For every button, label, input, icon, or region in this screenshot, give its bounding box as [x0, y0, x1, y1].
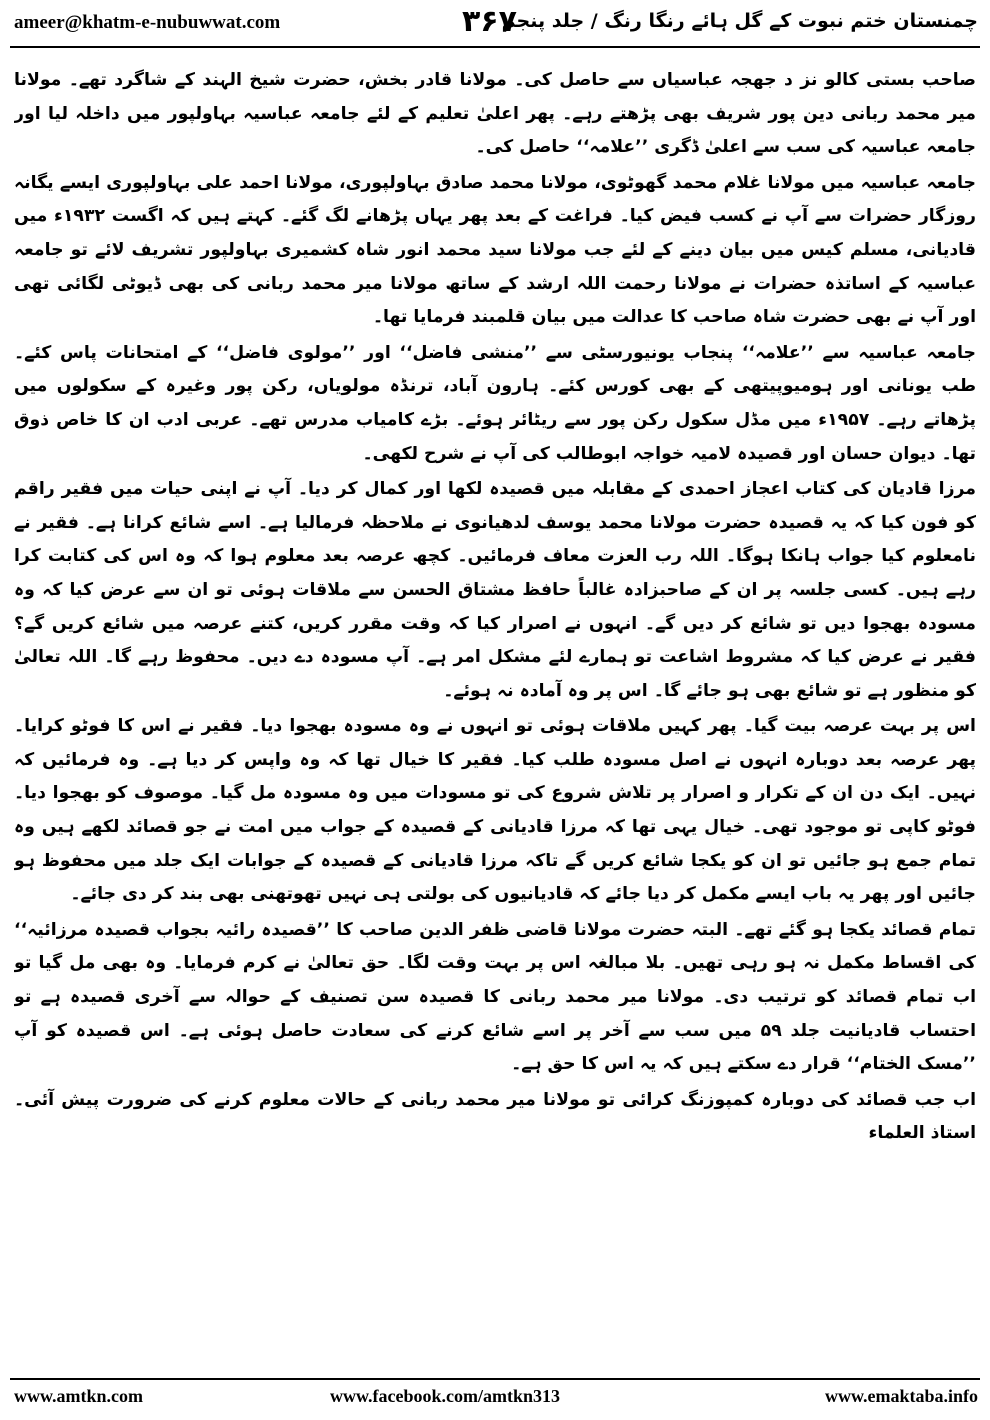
paragraph: اب جب قصائد کی دوبارہ کمپوزنگ کرائی تو مولانا میر محمد ربانی کے حالات معلوم کرنے کی ضرورت پیش آئی۔ استاذ العلماء	[14, 1089, 976, 1144]
header-divider	[10, 46, 980, 48]
paragraph: جامعہ عباسیہ میں مولانا غلام محمد گھوٹوی، مولانا محمد صادق بہاولپوری، مولانا احمد علی بہاولپوری ایسے یگانہ روزگار حضرات سے آپ نے کسب فیض کیا۔ فراغت کے بعد پھر یہاں پڑھانے لگ گئے۔ کہتے ہیں کہ اگست ۱۹۳۲ء میں قادیانی، مسلم کیس میں بیان دینے کے لئے جب مولانا سید محمد انور شاہ کشمیری بہاولپور تشریف لائے تو جامعہ عباسیہ کے اساتذہ حضرات نے مولانا رحمت اللہ ارشد کے ساتھ مولانا میر محمد ربانی کی بھی ڈیوٹی لگائی تھی اور آپ نے بھی حضرت شاہ صاحب کا عدالت میں بیان قلمبند فرمایا تھا۔	[14, 172, 976, 328]
header-email[interactable]: ameer@khatm-e-nubuwwat.com	[14, 12, 281, 33]
paragraph: اس پر بہت عرصہ بیت گیا۔ پھر کہیں ملاقات ہوئی تو انہوں نے وہ مسودہ بھجوا دیا۔ فقیر نے اس کا فوٹو کرایا۔ پھر عرصہ بعد دوبارہ انہوں نے اصل مسودہ طلب کیا۔ فقیر کا خیال تھا کہ وہ واپس کر دیا ہے۔ وہ فرمائیں کہ نہیں۔ ایک دن ان کے تکرار و اصرار پر تلاش شروع کی تو مسودات میں وہ مسودہ مل گیا۔ موصوف کو بھجوا دیا۔ فوٹو کاپی تو موجود تھی۔ خیال یہی تھا کہ مرزا قادیانی کے قصیدہ کے جواب میں امت نے جو قصائد لکھے ہیں وہ تمام جمع ہو جائیں تو ان کو یکجا شائع کریں گے تاکہ مرزا قادیانی کے قصیدہ کے جوابات ایک جلد میں محفوظ ہو جائیں اور پھر یہ باب ایسے مکمل کر دیا جائے کہ قادیانیوں کی بولتی ہی نہیں تھوتھنی بھی بند کر دی جائے۔	[14, 716, 976, 905]
book-title: چمنستان ختم نبوت کے گل ہائے رنگا رنگ / جلد پنجم	[501, 10, 978, 32]
footer-link-facebook[interactable]: www.facebook.com/amtkn313	[330, 1386, 560, 1406]
footer-link-amtkn[interactable]: www.amtkn.com	[14, 1386, 143, 1406]
page-number: ۳۶۷	[462, 4, 517, 39]
footer-divider	[10, 1378, 980, 1380]
page-footer	[0, 1378, 990, 1420]
paragraph: صاحب بستی کالو نز د جھجہ عباسیاں سے حاصل کی۔ مولانا قادر بخش، حضرت شیخ الہند کے شاگرد تھے۔ مولانا میر محمد ربانی دین پور شریف بھی پڑھتے رہے۔ پھر اعلیٰ تعلیم کے لئے جامعہ عباسیہ بہاولپور میں داخلہ لیا اور جامعہ عباسیہ کی سب سے اعلیٰ ڈگری ’’علامہ‘‘ حاصل کی۔	[14, 70, 976, 158]
page-body	[14, 64, 976, 1372]
page-header	[0, 0, 990, 46]
footer-link-emaktaba[interactable]: www.emaktaba.info	[824, 1386, 978, 1406]
paragraph: جامعہ عباسیہ سے ’’علامہ‘‘ پنجاب یونیورسٹی سے ’’منشی فاضل‘‘ اور ’’مولوی فاضل‘‘ کے امتحانات پاس کئے۔ طب یونانی اور ہومیوپیتھی کے بھی کورس کئے۔ ہارون آباد، ترنڈہ مولویاں، رکن پور وغیرہ کے سکولوں میں پڑھاتے رہے۔ ۱۹۵۷ء میں مڈل سکول رکن پور سے ریٹائر ہوئے۔ بڑے کامیاب مدرس تھے۔ عربی ادب ان کا خاص ذوق تھا۔ دیوان حسان اور قصیدہ لامیہ خواجہ ابوطالب کی آپ نے شرح لکھی۔	[14, 342, 976, 464]
paragraph: تمام قصائد یکجا ہو گئے تھے۔ البتہ حضرت مولانا قاضی ظفر الدین صاحب کا ’’قصیدہ رائیہ بجواب قصیدہ مرزائیہ‘‘ کی اقساط مکمل نہ ہو رہی تھیں۔ بلا مبالغہ اس پر بہت وقت لگا۔ حق تعالیٰ نے کرم فرمایا۔ وہ بھی مل گیا تو اب تمام قصائد کو ترتیب دی۔ مولانا میر محمد ربانی کا قصیدہ سن تصنیف کے حوالہ سے آخری قصیدہ ہے تو احتساب قادیانیت جلد ۵۹ میں سب سے آخر پر اسے شائع کرنے کی سعادت حاصل ہوئی ہے۔ اس قصیدہ کو آپ ’’مسک الختام‘‘ قرار دے سکتے ہیں کہ یہ اس کا حق ہے۔	[14, 919, 976, 1075]
paragraph: مرزا قادیان کی کتاب اعجاز احمدی کے مقابلہ میں قصیدہ لکھا اور کمال کر دیا۔ آپ نے اپنی حیات میں فقیر راقم کو فون کیا کہ یہ قصیدہ حضرت مولانا محمد یوسف لدھیانوی نے ملاحظہ فرمالیا ہے۔ اسے شائع کرانا ہے۔ فقیر نے نامعلوم کیا جواب ہانکا ہوگا۔ اللہ رب العزت معاف فرمائیں۔ کچھ عرصہ بعد معلوم ہوا کہ وہ اس کی کتابت کرا رہے ہیں۔ کسی جلسہ پر ان کے صاحبزادہ غالباً حافظ مشتاق الحسن سے ملاقات ہوئی تو ان سے عرض کیا کہ وہ مسودہ بھجوا دیں تو شائع کر دیں گے۔ انہوں نے اصرار کیا کہ وقت مقرر کریں، کتنے عرصہ میں شائع کریں گے؟ فقیر نے عرض کیا کہ مشروط اشاعت تو ہمارے لئے مشکل امر ہے۔ آپ مسودہ دے دیں۔ محفوظ رہے گا۔ اللہ تعالیٰ کو منظور ہے تو شائع بھی ہو جائے گا۔ اس پر وہ آمادہ نہ ہوئے۔	[14, 479, 976, 701]
